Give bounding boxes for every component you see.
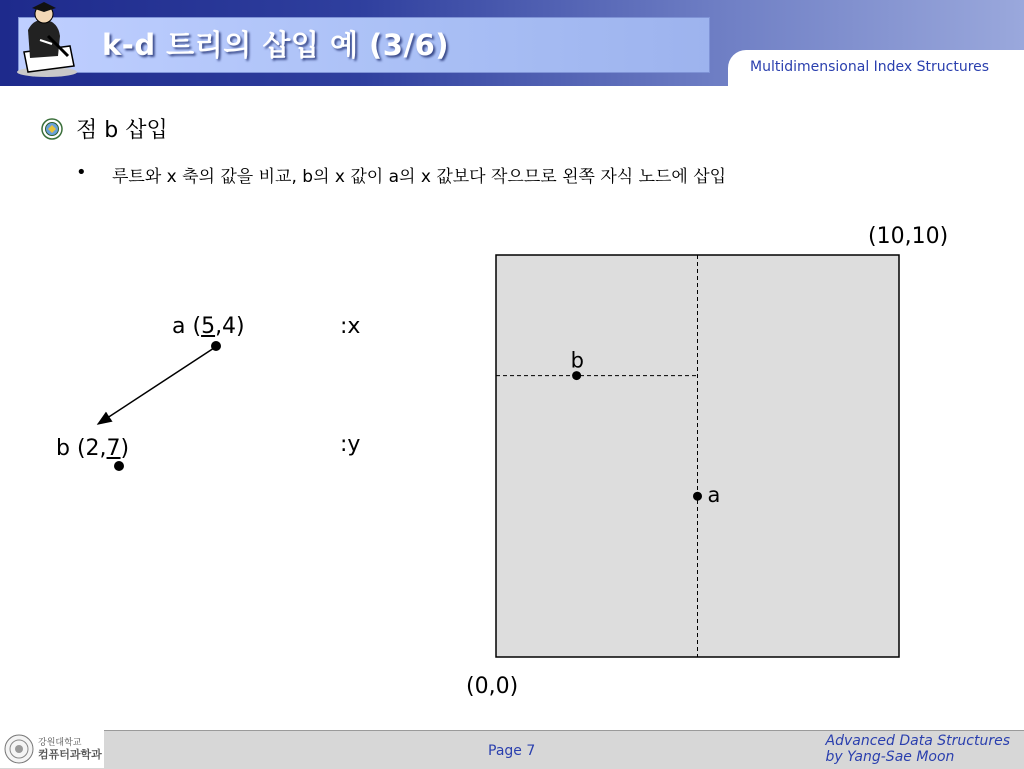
slide-subtitle: Multidimensional Index Structures xyxy=(750,59,990,75)
tree-child-discriminator: 7 xyxy=(106,436,121,461)
department-name: 강원대학교 컴퓨터과학과 xyxy=(38,738,102,761)
point-a-marker xyxy=(693,492,702,501)
point-a-label: a xyxy=(707,483,721,508)
plane-max-label: (10,10) xyxy=(868,224,949,249)
course-credit: Advanced Data Structures by Yang-Sae Moon xyxy=(825,733,1010,765)
tree-child-label: b (2,7) xyxy=(56,436,130,461)
tree-root-discriminator: 5 xyxy=(201,314,216,339)
tree-root-label: a (5,4) xyxy=(172,314,245,339)
university-seal-icon xyxy=(4,734,34,764)
bullet-marker: • xyxy=(76,162,87,183)
point-b-label: b xyxy=(570,348,584,373)
bullet-level1: 점 b 삽입 xyxy=(76,118,168,143)
bullet-level2: 루트와 x 축의 값을 비교, b의 x 값이 a의 x 값보다 작으므로 왼쪽 자식 노드에 삽입 xyxy=(112,167,727,187)
level-y-label: :y xyxy=(340,432,361,457)
page-number: Page 7 xyxy=(488,743,536,759)
plane-region xyxy=(496,255,899,657)
slide-title: k-d 트리의 삽입 예 (3/6) xyxy=(102,28,450,62)
level-x-label: :x xyxy=(340,314,361,339)
plane-origin-label: (0,0) xyxy=(466,674,519,699)
